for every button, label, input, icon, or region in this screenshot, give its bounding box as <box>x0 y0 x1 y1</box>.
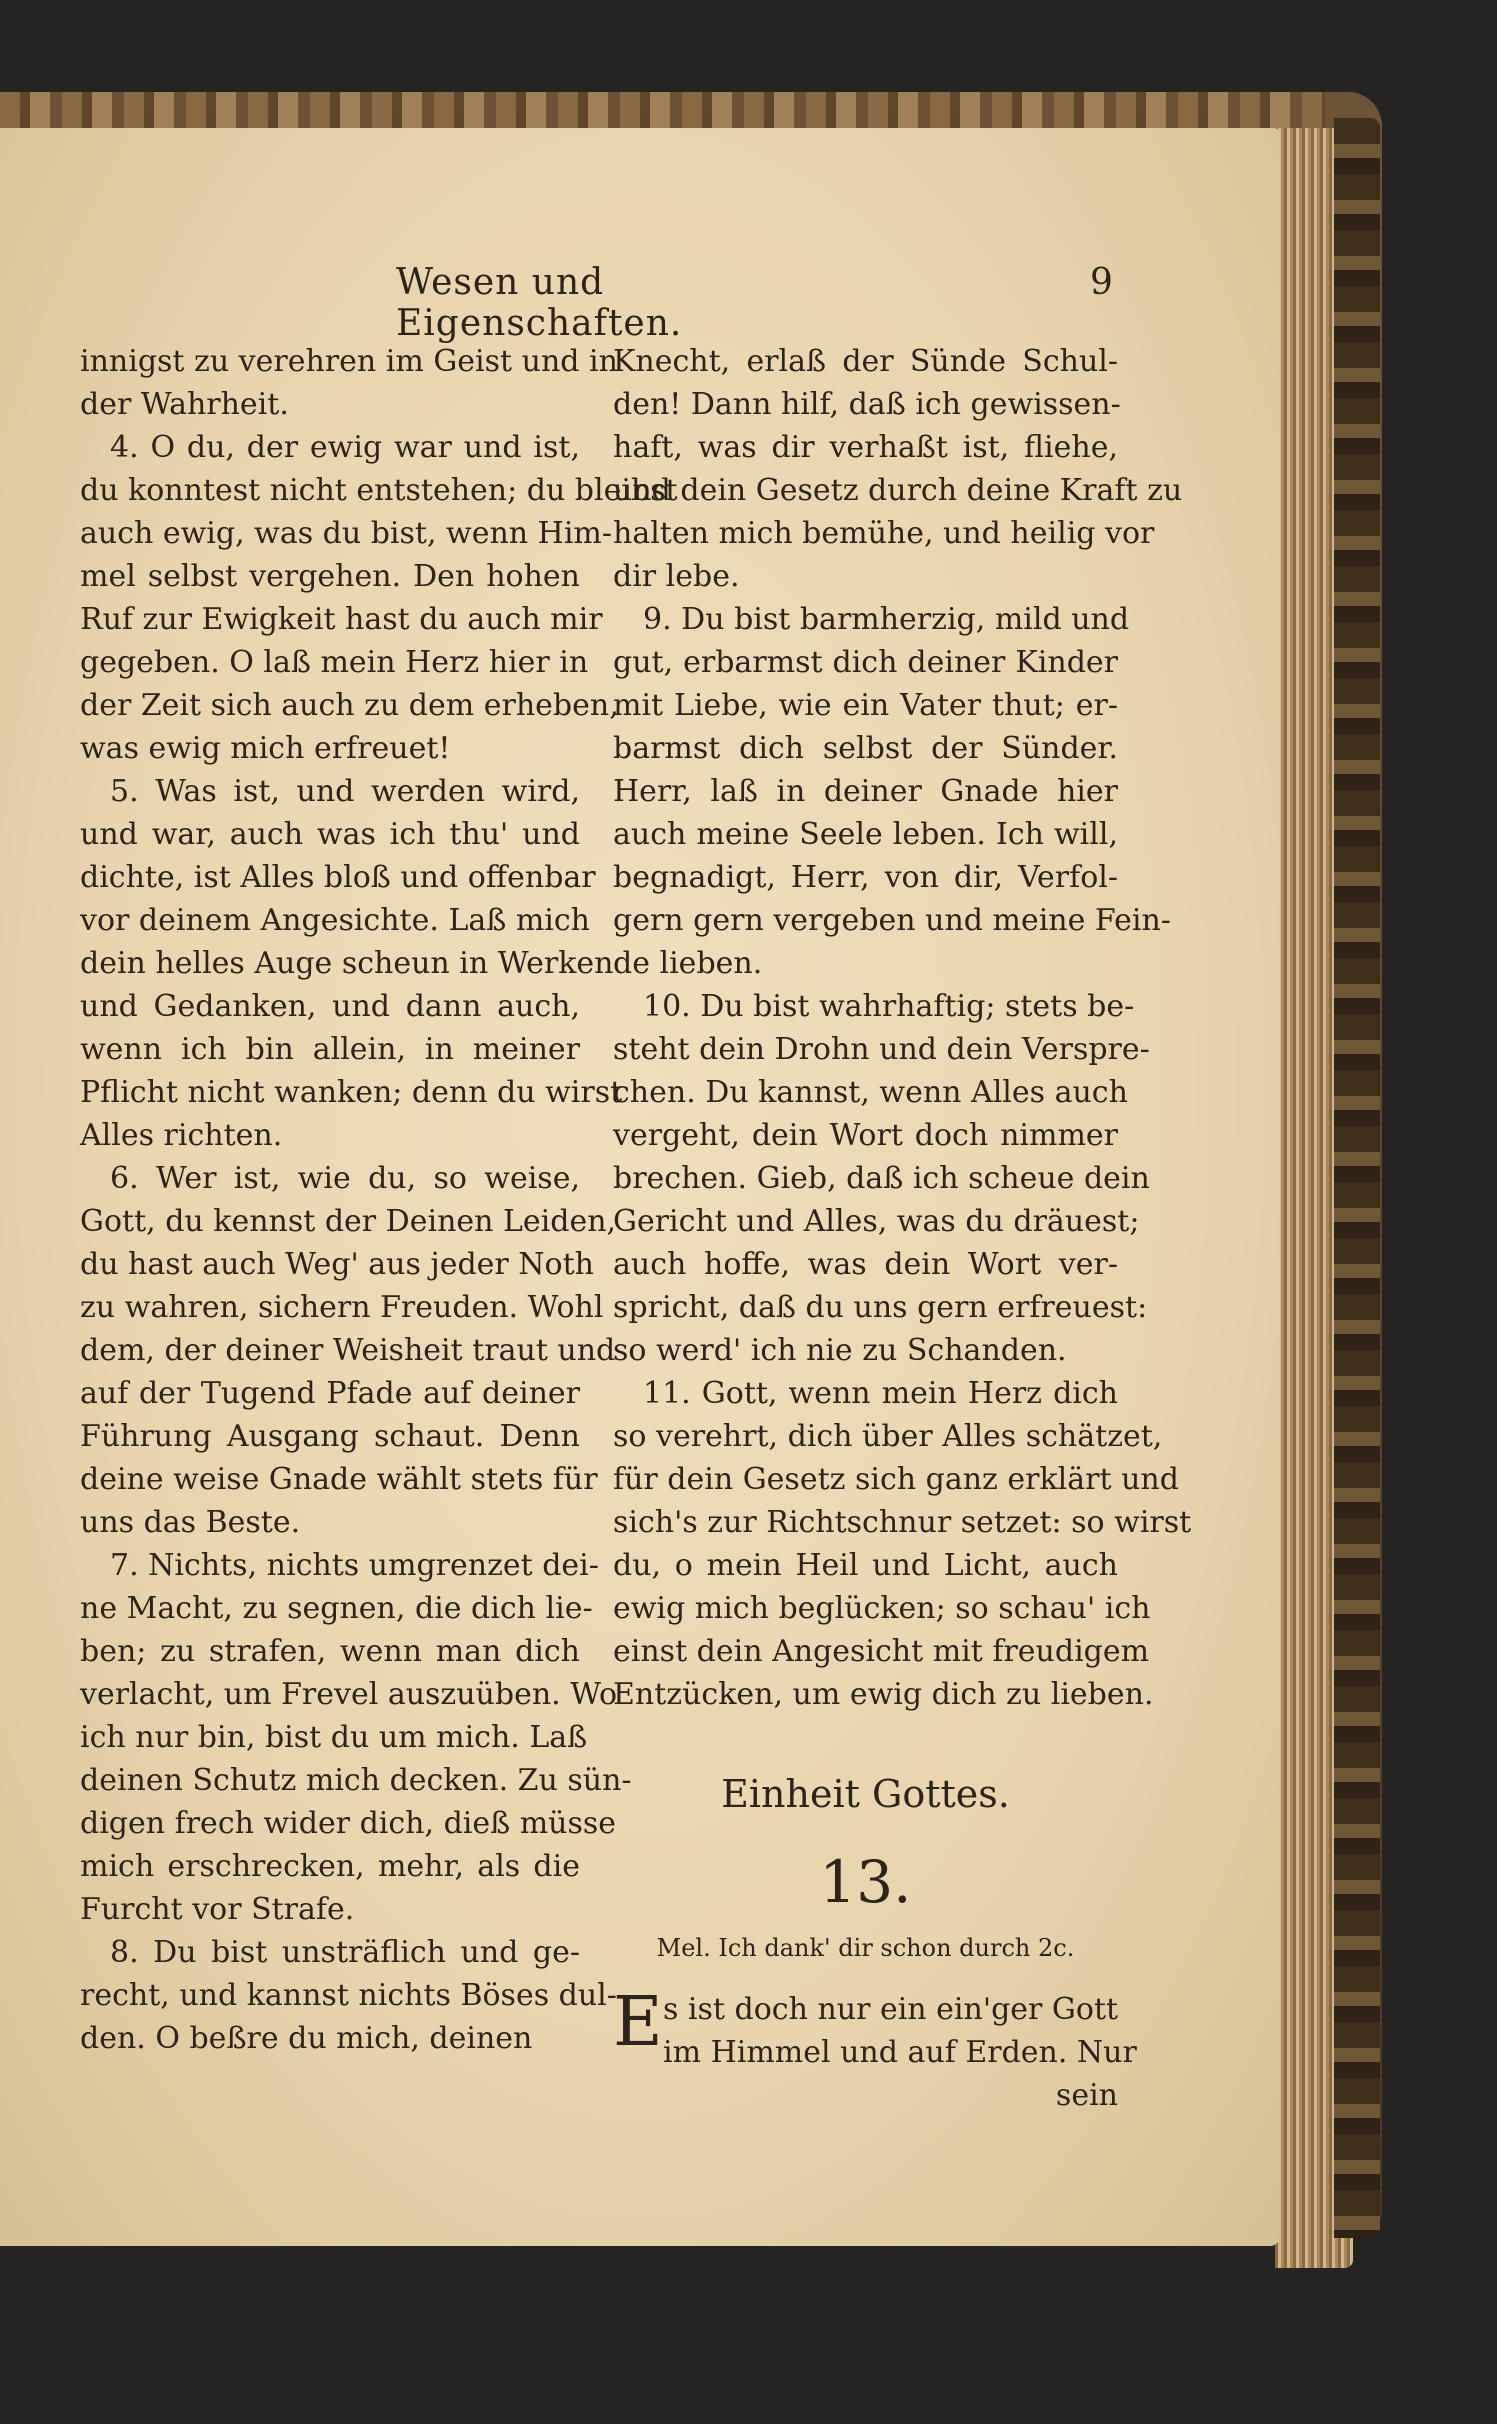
text-line: auch ewig, was du bist, wenn Him- <box>80 516 613 551</box>
text-line: zu wahren, sichern Freuden. Wohl <box>80 1290 604 1325</box>
text-line: 9. Du bist barmherzig, mild und <box>643 602 1130 637</box>
text-line: den! Dann hilf, daß ich gewissen- <box>613 387 1121 422</box>
text-line: ben; zu strafen, wenn man dich <box>80 1634 580 1669</box>
text-line: digen frech wider dich, dieß müsse <box>80 1806 617 1841</box>
text-line: auch hoffe, was dein Wort ver- <box>613 1247 1118 1282</box>
text-line: gut, erbarmst dich deiner Kinder <box>613 645 1118 680</box>
text-line: 4. O du, der ewig war und ist, <box>110 430 580 465</box>
text-line: auf der Tugend Pfade auf deiner <box>80 1376 580 1411</box>
text-line: brechen. Gieb, daß ich scheue dein <box>613 1161 1150 1196</box>
text-line: de lieben. <box>613 946 763 981</box>
text-line: Führung Ausgang schaut. Denn <box>80 1419 580 1454</box>
text-line: 5. Was ist, und werden wird, <box>110 774 580 809</box>
text-line: der Wahrheit. <box>80 387 289 422</box>
text-line: dem, der deiner Weisheit traut und <box>80 1333 616 1368</box>
text-line: mich erschrecken, mehr, als die <box>80 1849 580 1884</box>
text-line: für dein Gesetz sich ganz erklärt und <box>613 1462 1179 1497</box>
text-line: du hast auch Weg' aus jeder Noth <box>80 1247 594 1282</box>
text-line: haft, was dir verhaßt ist, fliehe, <box>613 430 1118 465</box>
text-line: deinen Schutz mich decken. Zu sün- <box>80 1763 632 1798</box>
text-line: vor deinem Angesichte. Laß mich <box>80 903 590 938</box>
text-line: begnadigt, Herr, von dir, Verfol- <box>613 860 1118 895</box>
text-line: Ruf zur Ewigkeit hast du auch mir <box>80 602 603 637</box>
text-line: spricht, daß du uns gern erfreuest: <box>613 1290 1148 1325</box>
spine-ornament <box>1334 118 1380 2238</box>
text-line: und dein Gesetz durch deine Kraft zu <box>613 473 1183 508</box>
running-head: Wesen und Eigenschaften. <box>396 262 683 344</box>
text-line: ewig mich beglücken; so schau' ich <box>613 1591 1151 1626</box>
right-column <box>613 340 1192 1716</box>
text-line: gegeben. O laß mein Herz hier in <box>80 645 589 680</box>
text-line: du konntest nicht entstehen; du bleibst <box>80 473 678 508</box>
text-line: du, o mein Heil und Licht, auch <box>613 1548 1118 1583</box>
text-line: sich's zur Richtschnur setzet: so wirst <box>613 1505 1192 1540</box>
text-line: Entzücken, um ewig dich zu lieben. <box>613 1677 1154 1712</box>
text-line: dir lebe. <box>613 559 740 594</box>
text-line: Knecht, erlaß der Sünde Schul- <box>613 344 1118 379</box>
text-line: Alles richten. <box>80 1118 283 1153</box>
text-line: den. O beßre du mich, deinen <box>80 2021 533 2056</box>
text-line: Furcht vor Strafe. <box>80 1892 355 1927</box>
text-line: steht dein Drohn und dein Verspre- <box>613 1032 1150 1067</box>
text-line: und Gedanken, und dann auch, <box>80 989 580 1024</box>
text-line: uns das Beste. <box>80 1505 301 1540</box>
page-number: 9 <box>1090 262 1113 303</box>
section-title: Einheit Gottes. <box>721 1772 1010 1816</box>
hymn-line: sein <box>1055 2078 1118 2113</box>
text-line: 6. Wer ist, wie du, so weise, <box>110 1161 580 1196</box>
text-line: 11. Gott, wenn mein Herz dich <box>643 1376 1118 1411</box>
text-line: ich nur bin, bist du um mich. Laß <box>80 1720 588 1755</box>
text-line: innigst zu verehren im Geist und in <box>80 344 618 379</box>
text-line: auch meine Seele leben. Ich will, <box>613 817 1118 852</box>
text-line: mit Liebe, wie ein Vater thut; er- <box>613 688 1118 723</box>
text-line: so werd' ich nie zu Schanden. <box>613 1333 1067 1368</box>
dropcap: E <box>613 1983 663 2062</box>
text-line: Gericht und Alles, was du dräuest; <box>613 1204 1140 1239</box>
hymn-line: im Himmel und auf Erden. Nur <box>663 2035 1137 2070</box>
text-line: gern gern vergeben und meine Fein- <box>613 903 1171 938</box>
text-line: barmst dich selbst der Sünder. <box>613 731 1118 766</box>
text-line: Gott, du kennst der Deinen Leiden, <box>80 1204 617 1239</box>
text-line: ne Macht, zu segnen, die dich lie- <box>80 1591 593 1626</box>
text-line: dein helles Auge scheun in Werken <box>80 946 614 981</box>
text-line: 10. Du bist wahrhaftig; stets be- <box>643 989 1135 1024</box>
hymn-text <box>613 1983 1137 2117</box>
text-line: dichte, ist Alles bloß und offenbar <box>80 860 596 895</box>
text-line: wenn ich bin allein, in meiner <box>80 1032 580 1067</box>
text-line: so verehrt, dich über Alles schätzet, <box>613 1419 1163 1454</box>
text-line: halten mich bemühe, und heilig vor <box>613 516 1155 551</box>
text-line: recht, und kannst nichts Böses dul- <box>80 1978 617 2013</box>
text-line: 7. Nichts, nichts umgrenzet dei- <box>110 1548 599 1583</box>
text-line: chen. Du kannst, wenn Alles auch <box>613 1075 1128 1110</box>
text-line: was ewig mich erfreuet! <box>80 731 451 766</box>
text-line: Pflicht nicht wanken; denn du wirst <box>80 1075 623 1110</box>
melody-note: Mel. Ich dank' dir schon durch 2c. <box>656 1934 1075 1962</box>
hymn-number: 13. <box>819 1848 912 1916</box>
text-line: deine weise Gnade wählt stets für <box>80 1462 598 1497</box>
text-line: 8. Du bist unsträflich und ge- <box>110 1935 580 1970</box>
text-line: der Zeit sich auch zu dem erheben, <box>80 688 619 723</box>
text-line: und war, auch was ich thu' und <box>80 817 580 852</box>
text-line: einst dein Angesicht mit freudigem <box>613 1634 1150 1669</box>
text-line: verlacht, um Frevel auszuüben. Wo <box>80 1677 618 1712</box>
text-line: Herr, laß in deiner Gnade hier <box>613 774 1118 809</box>
text-line: mel selbst vergehen. Den hohen <box>80 559 580 594</box>
hymn-line: s ist doch nur ein ein'ger Gott <box>663 1992 1119 2027</box>
text-line: vergeht, dein Wort doch nimmer <box>613 1118 1118 1153</box>
